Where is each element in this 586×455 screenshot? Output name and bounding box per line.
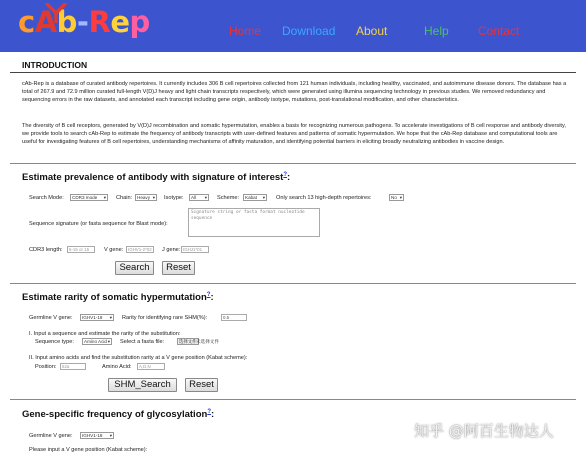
nav-help[interactable]: Help [424, 24, 449, 38]
sequence-type-select[interactable]: Amino Acid ▾ [82, 338, 112, 345]
search-mode-label: Search Mode: [29, 195, 64, 201]
prevalence-help-link[interactable]: ? [283, 172, 287, 178]
amino-acid-label: Amino Acid: [102, 364, 132, 370]
nav-contact[interactable]: Contact [478, 24, 520, 38]
choose-file-button[interactable]: 选择文件 [179, 339, 197, 344]
scheme-select[interactable]: Kabat ▾ [243, 194, 267, 201]
isotype-select[interactable]: All ▾ [189, 194, 209, 201]
glyco-position-label: Please input a V gene position (Kabat scheme): [29, 447, 148, 453]
j-gene-label: J gene: [162, 247, 181, 253]
shm-step-2-label: II. Input amino acids and find the substitution rarity at a V gene position (Kabat scheme): [29, 355, 248, 361]
nav-home[interactable]: Home [229, 24, 262, 38]
no-file-chosen-text: 未选择文件 [196, 339, 219, 344]
shm-step-1-label: I. Input a sequence and estimate the rarity of the substitution: [29, 331, 181, 337]
shm-help-link[interactable]: ? [206, 292, 211, 298]
cdr3-length-input[interactable]: 5-15 or 15 [67, 246, 95, 253]
chain-label: Chain: [116, 195, 133, 201]
search-mode-select[interactable]: CDR3 mode ▾ [70, 194, 108, 201]
watermark-text: 知乎 @阿百生物达人 [414, 422, 554, 440]
shm-section-title: Estimate rarity of somatic hypermutation?: [22, 292, 214, 304]
high-depth-label: Only search 13 high-depth repertoires: [276, 195, 372, 201]
search-button[interactable]: Search [115, 261, 154, 275]
cab-rep-logo[interactable]: cAb-Rep [18, 5, 150, 39]
fasta-file-label: Select a fasta file: [120, 339, 165, 345]
scheme-label: Scheme: [217, 195, 240, 201]
intro-paragraph-2: The diversity of B cell receptors, generated by V(D)J recombination and somatic hypermutation, enables a basis for recognizing numerous pathogens. To accelerate investigations of B cell response and antibody diversity, we provide tools to search cAb-Rep to estimate the frequency of antibody transcripts with user-defined features and patterns of somatic hypermutation. We hope that the cAb-Rep database and computational tools are useful for investigating features of B cell repertoires, understanding mechanisms of affinity maturation, and identifying potential barriers in eliciting broadly neutralizing antibodies in vaccine design. [22, 123, 566, 145]
glyco-help-link[interactable]: ? [207, 409, 211, 415]
section-divider [10, 283, 576, 284]
glyco-germline-label: Germline V gene: [29, 433, 73, 439]
germline-v-gene-label: Germline V gene: [29, 315, 73, 321]
rarity-input[interactable]: 0.5 [221, 314, 247, 321]
chain-select[interactable]: Heavy ▾ [135, 194, 157, 201]
isotype-label: Isotype: [164, 195, 184, 201]
section-divider [10, 163, 576, 164]
position-input[interactable]: 52a [60, 363, 86, 370]
sequence-signature-label: Sequence signature (or fasta sequence for Blast mode): [29, 221, 168, 227]
reset-button[interactable]: Reset [162, 261, 195, 275]
high-depth-select[interactable]: No ▾ [389, 194, 404, 201]
sequence-signature-textarea[interactable]: Signature string or fasta format nucleotide sequence [188, 208, 320, 237]
v-gene-input[interactable]: IGHV1-2*02 [126, 246, 154, 253]
prevalence-section-title: Estimate prevalence of antibody with signature of interest?: [22, 172, 291, 184]
section-divider [10, 399, 576, 400]
position-label: Position: [35, 364, 57, 370]
sequence-type-label: Sequence type: [35, 339, 74, 345]
cdr3-length-label: CDR3 length: [29, 247, 63, 253]
rarity-label: Rarity for identifying rare SHM(%): [122, 315, 208, 321]
nav-download[interactable]: Download [282, 24, 336, 38]
nav-about[interactable]: About [356, 24, 388, 38]
shm-reset-button[interactable]: Reset [185, 378, 218, 392]
intro-title: INTRODUCTION [22, 60, 88, 70]
glyco-germline-select[interactable]: IGHV1-18 ▾ [80, 432, 114, 439]
site-header [0, 0, 586, 52]
germline-v-gene-select[interactable]: IGHV1-18 ▾ [80, 314, 114, 321]
glyco-section-title: Gene-specific frequency of glycosylation?: [22, 409, 215, 421]
j-gene-input[interactable]: IGHJ1*01 [181, 246, 209, 253]
intro-paragraph-1: cAb-Rep is a database of curated antibody repertoires. It currently includes 306 B cell repertoires collected from 121 human individuals, including healthy, vaccinated, and autoimmune disease donors. The database has a total of 267.9 and 72.9 million curated full-length V(D)J heavy and light chain transcripts respectively, which were generated using illumina sequencing technology in previous studies. We removed redundancy and sequencing errors in the raw datasets, and annotated each transcript including gene origin, antibody isotype, mutations, post-translational modification, and other characteristics. [22, 81, 567, 103]
antibody-y-icon [43, 3, 69, 23]
v-gene-label: V gene: [104, 247, 124, 253]
amino-acid-input[interactable]: A,D,N [137, 363, 165, 370]
shm-search-button[interactable]: SHM_Search [108, 378, 177, 392]
intro-divider [10, 72, 576, 73]
